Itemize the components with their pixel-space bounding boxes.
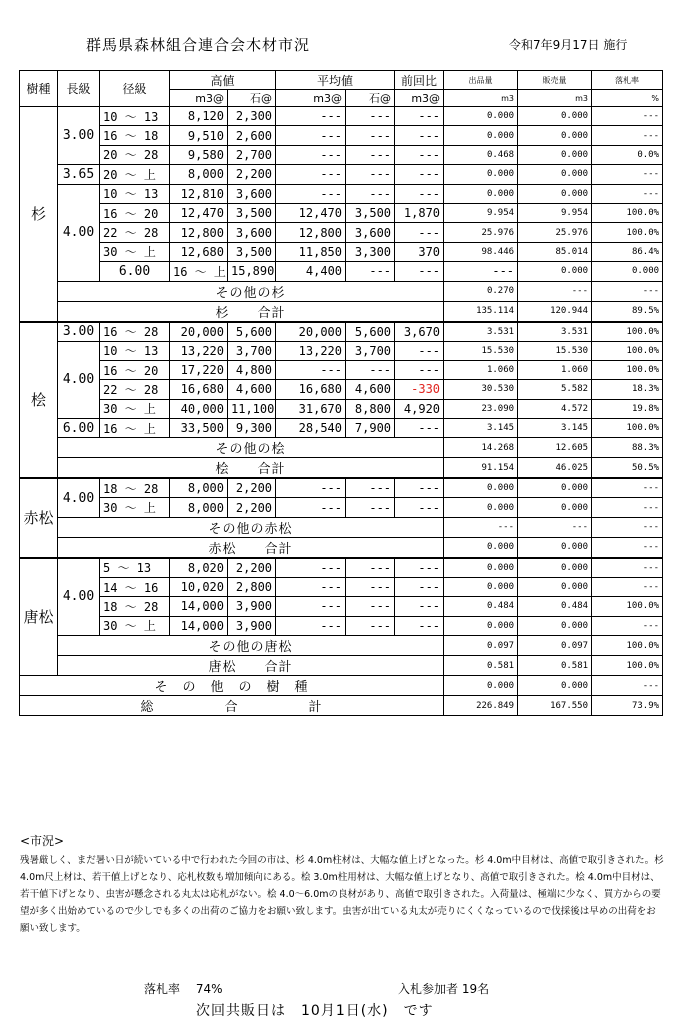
- table-row: [20, 262, 663, 281]
- subtotal-row: [20, 636, 663, 656]
- footer-bidders: 入札参加者 19名: [398, 982, 490, 996]
- subtotal-row: [20, 676, 663, 696]
- high-koku-cell: 3,600: [228, 223, 276, 242]
- avg-koku-cell: ---: [346, 360, 395, 379]
- sold-cell: 5.582: [518, 380, 592, 399]
- diameter-cell: 5 ～ 13: [100, 558, 170, 578]
- rate-cell: 18.3%: [592, 380, 663, 399]
- rate-cell: 19.8%: [592, 399, 663, 418]
- sold-cell: 0.000: [518, 107, 592, 126]
- high-m3-cell: 9,580: [170, 145, 228, 164]
- header-species: 樹種: [20, 71, 58, 107]
- prev-cell: 4,920: [395, 399, 444, 418]
- high-m3-cell: 33,500: [170, 419, 228, 438]
- shipped-cell: 91.154: [444, 458, 518, 479]
- prev-cell: ---: [395, 419, 444, 438]
- header-prev: 前回比: [395, 71, 444, 90]
- high-koku-cell: 11,100: [228, 399, 276, 418]
- sold-cell: 12.605: [518, 438, 592, 458]
- sold-cell: 0.484: [518, 597, 592, 616]
- rate-cell: 100.0%: [592, 203, 663, 222]
- rate-cell: 100.0%: [592, 597, 663, 616]
- species-cell: 杉: [20, 107, 58, 322]
- rate-cell: ---: [592, 498, 663, 517]
- sold-cell: 0.000: [518, 145, 592, 164]
- shipped-cell: 0.270: [444, 281, 518, 301]
- avg-m3-cell: 31,670: [276, 399, 346, 418]
- row-label: そ の 他 の 樹 種: [20, 676, 444, 696]
- diameter-cell: 16 ～ 上: [100, 419, 170, 438]
- avg-koku-cell: 8,800: [346, 399, 395, 418]
- shipped-cell: 0.468: [444, 145, 518, 164]
- table-row: [20, 360, 663, 379]
- sold-cell: ---: [518, 517, 592, 537]
- avg-m3-cell: ---: [276, 360, 346, 379]
- length-cell: 3.00: [58, 107, 100, 165]
- avg-koku-cell: ---: [346, 145, 395, 164]
- prev-cell: 370: [395, 242, 444, 261]
- unit-prev-m3: m3@: [395, 90, 444, 107]
- diameter-cell: 14 ～ 16: [100, 577, 170, 596]
- avg-koku-cell: 3,500: [346, 203, 395, 222]
- shipped-cell: 0.484: [444, 597, 518, 616]
- prev-cell: ---: [395, 577, 444, 596]
- high-koku-cell: 2,200: [228, 165, 276, 184]
- table-row: [20, 203, 663, 222]
- prev-cell: ---: [395, 360, 444, 379]
- sold-cell: 85.014: [518, 242, 592, 261]
- high-m3-cell: 8,120: [170, 107, 228, 126]
- prev-cell: ---: [395, 126, 444, 145]
- rate-cell: 100.0%: [592, 223, 663, 242]
- prev-cell: -330: [395, 380, 444, 399]
- table-row: [20, 165, 663, 184]
- sold-cell: 0.000: [518, 537, 592, 558]
- sold-cell: 0.000: [518, 165, 592, 184]
- table-row: [20, 597, 663, 616]
- shipped-cell: 0.000: [444, 537, 518, 558]
- unit-avg-m3: m3@: [276, 90, 346, 107]
- diameter-cell: 30 ～ 上: [100, 399, 170, 418]
- shipped-cell: 0.000: [444, 107, 518, 126]
- high-koku-cell: 2,600: [228, 126, 276, 145]
- sold-cell: 3.531: [518, 322, 592, 342]
- avg-koku-cell: ---: [346, 558, 395, 578]
- subtotal-row: [20, 438, 663, 458]
- rate-cell: ---: [592, 577, 663, 596]
- high-m3-cell: 12,810: [170, 184, 228, 203]
- prev-cell: ---: [395, 145, 444, 164]
- sold-cell: 4.572: [518, 399, 592, 418]
- avg-koku-cell: 5,600: [346, 322, 395, 342]
- rate-cell: 100.0%: [592, 341, 663, 360]
- avg-m3-cell: ---: [276, 126, 346, 145]
- avg-m3-cell: 12,800: [276, 223, 346, 242]
- table-row: [20, 107, 663, 126]
- subtotal-row: [20, 696, 663, 716]
- rate-cell: ---: [592, 281, 663, 301]
- unit-rate: %: [592, 90, 663, 107]
- sold-cell: 46.025: [518, 458, 592, 479]
- avg-koku-cell: ---: [395, 262, 444, 281]
- sold-cell: 0.000: [518, 498, 592, 517]
- high-m3-cell: 8,000: [170, 165, 228, 184]
- sold-cell: 0.000: [592, 262, 663, 281]
- avg-koku-cell: ---: [346, 478, 395, 498]
- row-label: 唐松 合計: [58, 656, 444, 676]
- table-row: [20, 616, 663, 635]
- sold-cell: 0.581: [518, 656, 592, 676]
- table-row: [20, 145, 663, 164]
- avg-koku-cell: 7,900: [346, 419, 395, 438]
- high-m3-cell: 14,000: [170, 616, 228, 635]
- diameter-cell: 22 ～ 28: [100, 223, 170, 242]
- rate-cell: 100.0%: [592, 636, 663, 656]
- diameter-cell: 16 ～ 上: [170, 262, 228, 281]
- high-m3-cell: 8,000: [170, 478, 228, 498]
- high-m3-cell: 9,510: [170, 126, 228, 145]
- avg-koku-cell: ---: [346, 498, 395, 517]
- avg-m3-cell: ---: [276, 145, 346, 164]
- shipped-cell: 14.268: [444, 438, 518, 458]
- avg-koku-cell: ---: [346, 597, 395, 616]
- sold-cell: 0.000: [518, 558, 592, 578]
- subtotal-row: [20, 458, 663, 479]
- diameter-cell: 20 ～ 28: [100, 145, 170, 164]
- avg-koku-cell: ---: [346, 616, 395, 635]
- diameter-cell: 18 ～ 28: [100, 478, 170, 498]
- sale-date: 令和7年9月17日 施行: [509, 38, 628, 52]
- avg-m3-cell: ---: [276, 478, 346, 498]
- rate-cell: ---: [592, 676, 663, 696]
- rate-cell: ---: [592, 537, 663, 558]
- shipped-cell: 0.000: [444, 676, 518, 696]
- shipped-cell: 1.060: [444, 360, 518, 379]
- avg-koku-cell: 4,600: [346, 380, 395, 399]
- high-koku-cell: 9,300: [228, 419, 276, 438]
- high-m3-cell: 10,020: [170, 577, 228, 596]
- rate-cell: ---: [592, 478, 663, 498]
- shipped-cell: 0.000: [444, 478, 518, 498]
- sold-cell: 120.944: [518, 301, 592, 322]
- species-cell: 桧: [20, 322, 58, 479]
- page-title: 群馬県森林組合連合会木材市況: [86, 36, 311, 54]
- row-label: その他の赤松: [58, 517, 444, 537]
- sold-cell: 0.000: [518, 184, 592, 203]
- rate-cell: 89.5%: [592, 301, 663, 322]
- length-cell: 6.00: [100, 262, 170, 281]
- shipped-cell: 226.849: [444, 696, 518, 716]
- table-row: [20, 498, 663, 517]
- avg-m3-cell: ---: [276, 184, 346, 203]
- prev-cell: ---: [395, 341, 444, 360]
- sold-cell: 3.145: [518, 419, 592, 438]
- sold-cell: 25.976: [518, 223, 592, 242]
- high-m3-cell: 14,000: [170, 597, 228, 616]
- shipped-cell: ---: [444, 517, 518, 537]
- subtotal-row: [20, 656, 663, 676]
- sold-cell: ---: [518, 281, 592, 301]
- high-koku-cell: 3,500: [228, 203, 276, 222]
- sold-cell: 0.000: [518, 126, 592, 145]
- high-koku-cell: 3,600: [228, 184, 276, 203]
- rate-cell: 50.5%: [592, 458, 663, 479]
- unit-high-koku: 石@: [228, 90, 276, 107]
- sold-cell: 9.954: [518, 203, 592, 222]
- shipped-cell: 0.000: [444, 558, 518, 578]
- shipped-cell: 23.090: [444, 399, 518, 418]
- length-cell: 3.00: [58, 322, 100, 342]
- diameter-cell: 10 ～ 13: [100, 341, 170, 360]
- unit-sold: m3: [518, 90, 592, 107]
- avg-m3-cell: 28,540: [276, 419, 346, 438]
- high-m3-cell: 13,220: [170, 341, 228, 360]
- length-cell: 4.00: [58, 478, 100, 517]
- length-cell: 6.00: [58, 419, 100, 438]
- rate-cell: 86.4%: [592, 242, 663, 261]
- species-cell: 唐松: [20, 558, 58, 676]
- subtotal-row: [20, 537, 663, 558]
- high-koku-cell: 3,900: [228, 616, 276, 635]
- table-row: [20, 322, 663, 342]
- unit-shipped: m3: [444, 90, 518, 107]
- sold-cell: 0.000: [518, 577, 592, 596]
- unit-high-m3: m3@: [170, 90, 228, 107]
- rate-cell: ---: [592, 184, 663, 203]
- shipped-cell: 0.000: [444, 616, 518, 635]
- avg-m3-cell: ---: [346, 262, 395, 281]
- avg-koku-cell: ---: [346, 577, 395, 596]
- rate-cell: ---: [592, 517, 663, 537]
- header-average: 平均値: [276, 71, 395, 90]
- shipped-cell: 0.000: [444, 577, 518, 596]
- high-koku-cell: 3,500: [228, 242, 276, 261]
- row-label: その他の唐松: [58, 636, 444, 656]
- species-cell: 赤松: [20, 478, 58, 557]
- market-table: [19, 70, 663, 716]
- diameter-cell: 16 ～ 18: [100, 126, 170, 145]
- sold-cell: 15.530: [518, 341, 592, 360]
- prev-cell: 1,870: [395, 203, 444, 222]
- row-label: その他の杉: [58, 281, 444, 301]
- avg-m3-cell: ---: [276, 577, 346, 596]
- diameter-cell: 16 ～ 28: [100, 322, 170, 342]
- next-sale-date: 次回共販日は 10月1日(水) です: [196, 1003, 434, 1019]
- header-diameter: 径級: [100, 71, 170, 107]
- high-koku-cell: 2,200: [228, 478, 276, 498]
- table-row: [20, 223, 663, 242]
- high-m3-cell: 20,000: [170, 322, 228, 342]
- prev-cell: ---: [395, 107, 444, 126]
- prev-cell: ---: [395, 558, 444, 578]
- rate-cell: ---: [592, 126, 663, 145]
- table-row: [20, 419, 663, 438]
- high-koku-cell: 2,300: [228, 107, 276, 126]
- prev-cell: ---: [395, 223, 444, 242]
- avg-m3-cell: ---: [276, 498, 346, 517]
- high-m3-cell: 8,000: [170, 498, 228, 517]
- high-m3-cell: 40,000: [170, 399, 228, 418]
- sold-cell: 0.000: [518, 676, 592, 696]
- prev-cell: ---: [395, 597, 444, 616]
- sold-cell: 1.060: [518, 360, 592, 379]
- rate-cell: 100.0%: [592, 322, 663, 342]
- high-koku-cell: 2,700: [228, 145, 276, 164]
- prev-cell: ---: [395, 165, 444, 184]
- diameter-cell: 20 ～ 上: [100, 165, 170, 184]
- header-sold: 販売量: [518, 71, 592, 90]
- length-cell: 4.00: [58, 558, 100, 636]
- shipped-cell: 30.530: [444, 380, 518, 399]
- avg-m3-cell: ---: [276, 107, 346, 126]
- high-m3-cell: 15,890: [228, 262, 276, 281]
- prev-cell: ---: [395, 478, 444, 498]
- footer-rate: 落札率 74%: [144, 982, 223, 996]
- avg-m3-cell: 16,680: [276, 380, 346, 399]
- prev-cell: ---: [444, 262, 518, 281]
- avg-m3-cell: ---: [276, 558, 346, 578]
- table-row: [20, 558, 663, 578]
- shipped-cell: 3.531: [444, 322, 518, 342]
- header-rate: 落札率: [592, 71, 663, 90]
- diameter-cell: 30 ～ 上: [100, 616, 170, 635]
- high-m3-cell: 12,800: [170, 223, 228, 242]
- shipped-cell: 98.446: [444, 242, 518, 261]
- unit-avg-koku: 石@: [346, 90, 395, 107]
- subtotal-row: [20, 281, 663, 301]
- sold-cell: 0.000: [518, 478, 592, 498]
- diameter-cell: 30 ～ 上: [100, 242, 170, 261]
- rate-cell: 100.0%: [592, 360, 663, 379]
- avg-koku-cell: 3,600: [346, 223, 395, 242]
- length-cell: 4.00: [58, 341, 100, 419]
- high-koku-cell: 2,800: [228, 577, 276, 596]
- diameter-cell: 22 ～ 28: [100, 380, 170, 399]
- row-label: 赤松 合計: [58, 537, 444, 558]
- avg-koku-cell: ---: [346, 107, 395, 126]
- avg-koku-cell: 3,300: [346, 242, 395, 261]
- high-koku-cell: 5,600: [228, 322, 276, 342]
- shipped-cell: 135.114: [444, 301, 518, 322]
- avg-m3-cell: 11,850: [276, 242, 346, 261]
- sold-cell: 0.097: [518, 636, 592, 656]
- notes-heading: <市況>: [20, 834, 65, 848]
- shipped-cell: 9.954: [444, 203, 518, 222]
- shipped-cell: 15.530: [444, 341, 518, 360]
- diameter-cell: 16 ～ 20: [100, 360, 170, 379]
- rate-cell: ---: [592, 107, 663, 126]
- table-row: [20, 126, 663, 145]
- avg-koku-cell: 3,700: [346, 341, 395, 360]
- high-koku-cell: 3,900: [228, 597, 276, 616]
- rate-cell: 100.0%: [592, 656, 663, 676]
- high-m3-cell: 8,020: [170, 558, 228, 578]
- diameter-cell: 16 ～ 20: [100, 203, 170, 222]
- subtotal-row: [20, 301, 663, 322]
- table-row: [20, 341, 663, 360]
- length-cell: 3.65: [58, 165, 100, 184]
- prev-cell: ---: [395, 498, 444, 517]
- rate-cell: 100.0%: [592, 419, 663, 438]
- avg-koku-cell: ---: [346, 184, 395, 203]
- subtotal-row: [20, 517, 663, 537]
- table-row: [20, 380, 663, 399]
- high-koku-cell: 4,800: [228, 360, 276, 379]
- table-row: [20, 478, 663, 498]
- header-shipped: 出品量: [444, 71, 518, 90]
- shipped-cell: 0.581: [444, 656, 518, 676]
- high-m3-cell: 17,220: [170, 360, 228, 379]
- sold-cell: 0.000: [518, 616, 592, 635]
- high-koku-cell: 4,600: [228, 380, 276, 399]
- row-label: 杉 合計: [58, 301, 444, 322]
- table-row: [20, 242, 663, 261]
- table-row: [20, 399, 663, 418]
- high-m3-cell: 16,680: [170, 380, 228, 399]
- avg-koku-cell: ---: [346, 165, 395, 184]
- high-koku-cell: 4,400: [276, 262, 346, 281]
- shipped-cell: 0.000: [444, 126, 518, 145]
- diameter-cell: 10 ～ 13: [100, 107, 170, 126]
- high-m3-cell: 12,470: [170, 203, 228, 222]
- avg-m3-cell: ---: [276, 165, 346, 184]
- avg-m3-cell: ---: [276, 616, 346, 635]
- rate-cell: ---: [592, 165, 663, 184]
- table-row: [20, 184, 663, 203]
- rate-cell: 88.3%: [592, 438, 663, 458]
- rate-cell: ---: [592, 558, 663, 578]
- header-high: 高値: [170, 71, 276, 90]
- row-label: 桧 合計: [58, 458, 444, 479]
- shipped-cell: 0.000: [518, 262, 592, 281]
- avg-m3-cell: 20,000: [276, 322, 346, 342]
- prev-cell: ---: [395, 616, 444, 635]
- shipped-cell: 0.000: [444, 165, 518, 184]
- diameter-cell: 18 ～ 28: [100, 597, 170, 616]
- row-label: その他の桧: [58, 438, 444, 458]
- shipped-cell: 0.000: [444, 498, 518, 517]
- shipped-cell: 3.145: [444, 419, 518, 438]
- rate-cell: ---: [592, 616, 663, 635]
- high-koku-cell: 2,200: [228, 498, 276, 517]
- high-koku-cell: 2,200: [228, 558, 276, 578]
- shipped-cell: 0.097: [444, 636, 518, 656]
- avg-koku-cell: ---: [346, 126, 395, 145]
- diameter-cell: 10 ～ 13: [100, 184, 170, 203]
- header-length: 長級: [58, 71, 100, 107]
- market-notes: 残暑厳しく、まだ暑い日が続いている中で行われた今回の市は、杉 4.0m柱材は、大幅な値上げとなった。杉 4.0m中目材は、高値で取引きされた。杉 4.0m尺上材は、若干値上げとなり、応札枚数も増加傾向にある。桧 3.0m柱用材は、大幅な値上げとなり、高値で取引きされた。桧 4.0m中目材は、若干値下げとなり、虫害が懸念される丸太は応札がない。桧 4.0～6.0mの良材があり、高値で取引きされた。入荷量は、極端に少なく、買方からの要望が多く出始めているので少しでも多くの出荷のご協力をお願い致します。虫害が出ている丸太が売りにくくなっているので伐採後は早めの出荷をお願い致します。: [20, 855, 664, 934]
- length-cell: 4.00: [58, 184, 100, 281]
- diameter-cell: 30 ～ 上: [100, 498, 170, 517]
- row-label: 総 合 計: [20, 696, 444, 716]
- high-m3-cell: 12,680: [170, 242, 228, 261]
- shipped-cell: 0.000: [444, 184, 518, 203]
- shipped-cell: 25.976: [444, 223, 518, 242]
- sold-cell: 167.550: [518, 696, 592, 716]
- prev-cell: ---: [395, 184, 444, 203]
- avg-m3-cell: 13,220: [276, 341, 346, 360]
- rate-cell: 73.9%: [592, 696, 663, 716]
- table-row: [20, 577, 663, 596]
- rate-cell: 0.0%: [592, 145, 663, 164]
- avg-m3-cell: ---: [276, 597, 346, 616]
- prev-cell: 3,670: [395, 322, 444, 342]
- high-koku-cell: 3,700: [228, 341, 276, 360]
- avg-m3-cell: 12,470: [276, 203, 346, 222]
